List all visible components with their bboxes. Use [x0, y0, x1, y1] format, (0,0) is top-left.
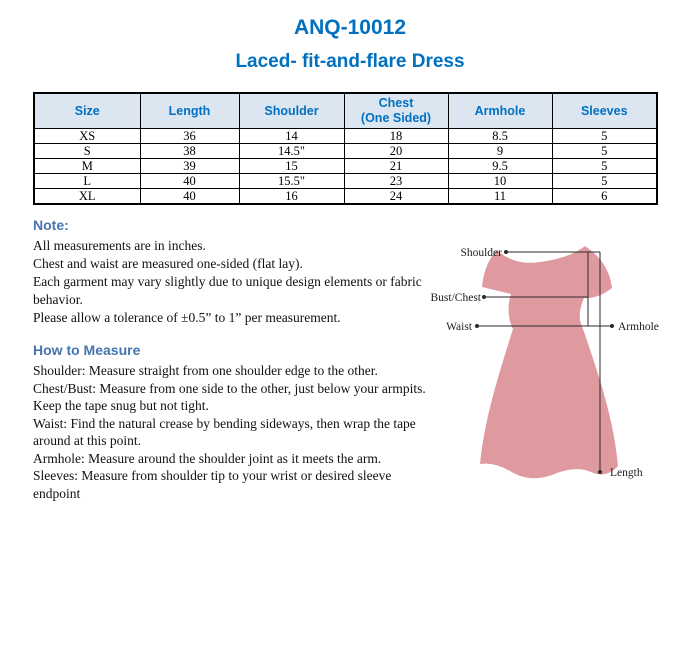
cell-sleeves: 5 — [552, 144, 657, 159]
measure-instruction: Shoulder: Measure straight from one shoulder edge to the other. — [33, 363, 378, 378]
cell-sleeves: 5 — [552, 174, 657, 189]
measure-instruction: Chest/Bust: Measure from one side to the other, just below your armpits. Keep the tape snug but not tight. — [33, 380, 426, 413]
how-to-measure-heading: How to Measure — [33, 342, 141, 358]
cell-shoulder: 16 — [239, 189, 344, 205]
product-code-title: ANQ-10012 — [293, 16, 407, 39]
cell-shoulder: 15.5" — [239, 174, 344, 189]
cell-size: L — [34, 174, 140, 189]
column-header-label: Armhole — [474, 103, 526, 118]
table-row — [34, 189, 657, 205]
cell-size: XS — [34, 129, 140, 144]
column-header-label: Length — [168, 103, 211, 118]
armhole-line-dot — [610, 324, 614, 328]
cell-shoulder: 15 — [239, 159, 344, 174]
dress-measurement-diagram — [428, 236, 700, 498]
column-header-label: Shoulder — [264, 103, 319, 118]
product-name-title: Laced- fit-and-flare Dress — [235, 51, 465, 72]
table-row — [34, 129, 657, 144]
cell-length: 39 — [140, 159, 239, 174]
cell-armhole: 10 — [448, 174, 552, 189]
cell-length: 40 — [140, 174, 239, 189]
measure-instruction: Waist: Find the natural crease by bending sideways, then wrap the tape around at this point. — [33, 415, 416, 448]
note-line: Each garment may vary slightly due to unique design elements or fabric behavior. — [33, 274, 422, 307]
cell-length: 40 — [140, 189, 239, 205]
column-header-armhole — [448, 93, 552, 129]
cell-length: 36 — [140, 129, 239, 144]
measure-instruction: Armhole: Measure around the shoulder joint as it meets the arm. — [33, 450, 382, 466]
cell-chest: 20 — [344, 144, 448, 159]
column-header-sleeves — [552, 93, 657, 129]
cell-size: M — [34, 159, 140, 174]
diagram-label-length: Length — [610, 467, 643, 479]
column-header-size — [34, 93, 140, 129]
cell-sleeves: 5 — [552, 129, 657, 144]
column-header-sublabel: (One Sided) — [360, 111, 432, 125]
table-row — [34, 144, 657, 159]
cell-size: S — [34, 144, 140, 159]
column-header-length — [140, 93, 239, 129]
cell-length: 38 — [140, 144, 239, 159]
measure-instruction: Sleeves: Measure from shoulder tip to your wrist or desired sleeve endpoint — [33, 468, 392, 501]
size-chart-table — [33, 92, 658, 205]
column-header-chest — [344, 93, 448, 129]
shoulder-line-dot — [504, 250, 508, 254]
dress-diagram-svg — [428, 236, 700, 498]
note-line: All measurements are in inches. — [33, 238, 206, 253]
length-line-dot — [598, 470, 602, 474]
cell-chest: 21 — [344, 159, 448, 174]
cell-sleeves: 6 — [552, 189, 657, 205]
table-row — [34, 159, 657, 174]
note-line: Please allow a tolerance of ±0.5” to 1” per measurement. — [33, 310, 341, 325]
diagram-label-shoulder: Shoulder — [460, 247, 502, 259]
cell-armhole: 9 — [448, 144, 552, 159]
column-header-label: Chest — [378, 96, 414, 110]
note-line: Chest and waist are measured one-sided (flat lay). — [33, 256, 303, 271]
column-header-label: Sleeves — [580, 103, 628, 118]
bust-line-dot — [482, 295, 486, 299]
cell-sleeves: 5 — [552, 159, 657, 174]
cell-shoulder: 14 — [239, 129, 344, 144]
note-heading: Note: — [33, 217, 69, 233]
table-header-row — [34, 93, 657, 129]
cell-armhole: 9.5 — [448, 159, 552, 174]
cell-size: XL — [34, 189, 140, 205]
column-header-shoulder — [239, 93, 344, 129]
diagram-label-waist: Waist — [446, 321, 472, 333]
notes-column — [33, 217, 434, 502]
diagram-label-armhole: Armhole — [618, 321, 659, 333]
cell-shoulder: 14.5" — [239, 144, 344, 159]
cell-armhole: 8.5 — [448, 129, 552, 144]
waist-line-dot — [475, 324, 479, 328]
cell-chest: 18 — [344, 129, 448, 144]
cell-armhole: 11 — [448, 189, 552, 205]
table-row — [34, 174, 657, 189]
cell-chest: 24 — [344, 189, 448, 205]
cell-chest: 23 — [344, 174, 448, 189]
dress-silhouette — [480, 246, 618, 478]
diagram-label-bust-chest: Bust/Chest — [430, 292, 481, 304]
column-header-label: Size — [74, 103, 100, 118]
